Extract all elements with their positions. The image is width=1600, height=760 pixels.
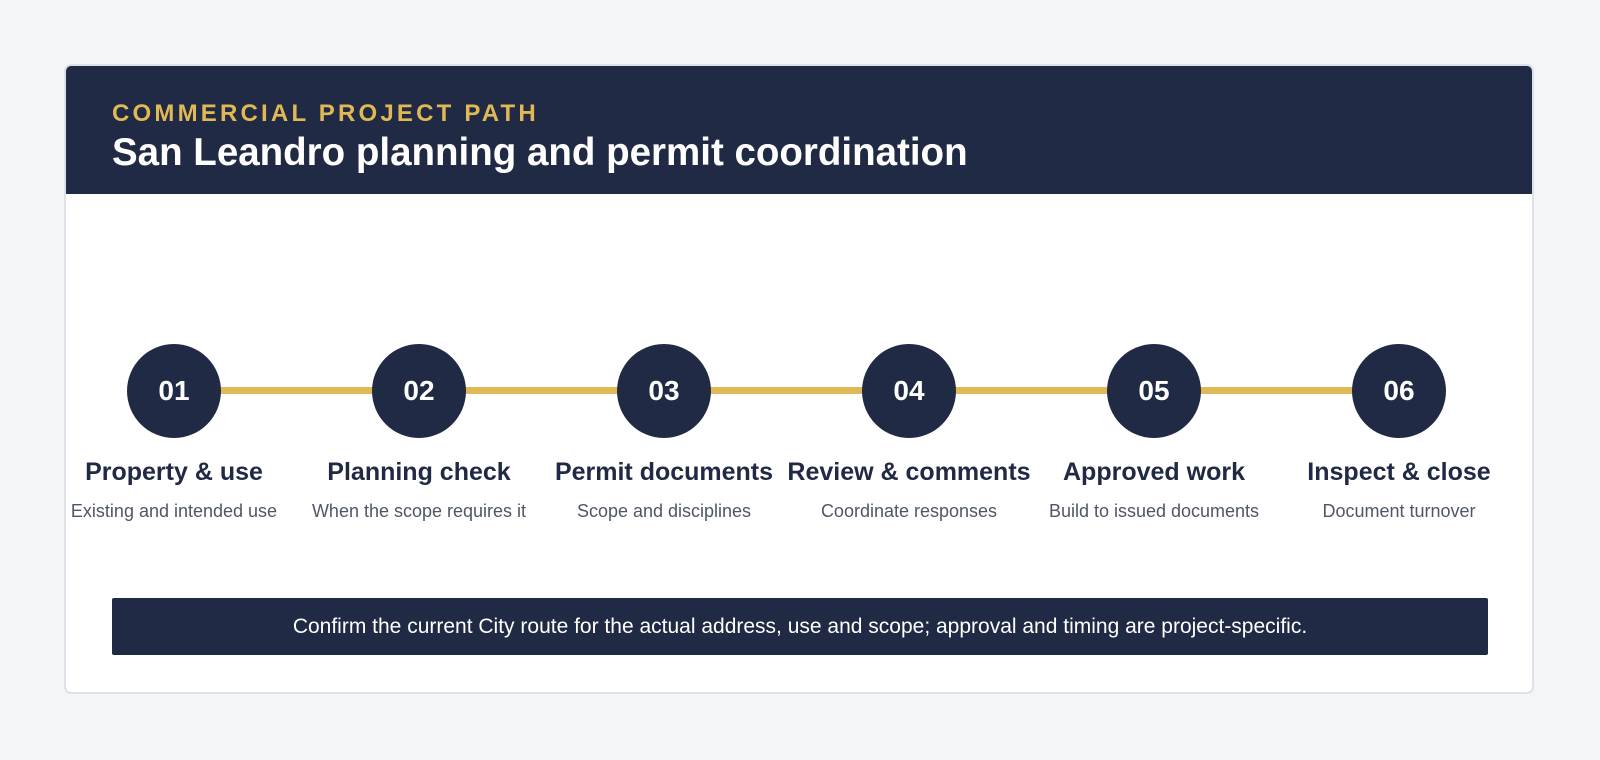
step-title: Permit documents [554,458,774,486]
step-number-badge: 05 [1107,344,1201,438]
step-description: Coordinate responses [820,501,998,521]
step-description: Existing and intended use [70,501,278,521]
step-title: Approved work [1063,458,1245,486]
page-title: San Leandro planning and permit coordination [112,131,968,174]
disclaimer-banner: Confirm the current City route for the actual address, use and scope; approval and timing are project-specific. [112,598,1488,655]
process-card [64,64,1534,694]
step-description: When the scope requires it [311,501,527,521]
step-number-badge: 01 [127,344,221,438]
step-title: Review & comments [787,458,1031,486]
step-description: Build to issued documents [1048,501,1260,521]
step-title: Planning check [327,458,511,486]
step-number-badge: 04 [862,344,956,438]
step-title: Property & use [85,458,263,486]
step-number-badge: 06 [1352,344,1446,438]
step-description: Document turnover [1322,501,1476,521]
step-description: Scope and disciplines [576,501,752,521]
step-title: Inspect & close [1307,458,1491,486]
header-eyebrow: COMMERCIAL PROJECT PATH [112,100,539,127]
card-header [66,66,1532,194]
step-number-badge: 02 [372,344,466,438]
step-number-badge: 03 [617,344,711,438]
